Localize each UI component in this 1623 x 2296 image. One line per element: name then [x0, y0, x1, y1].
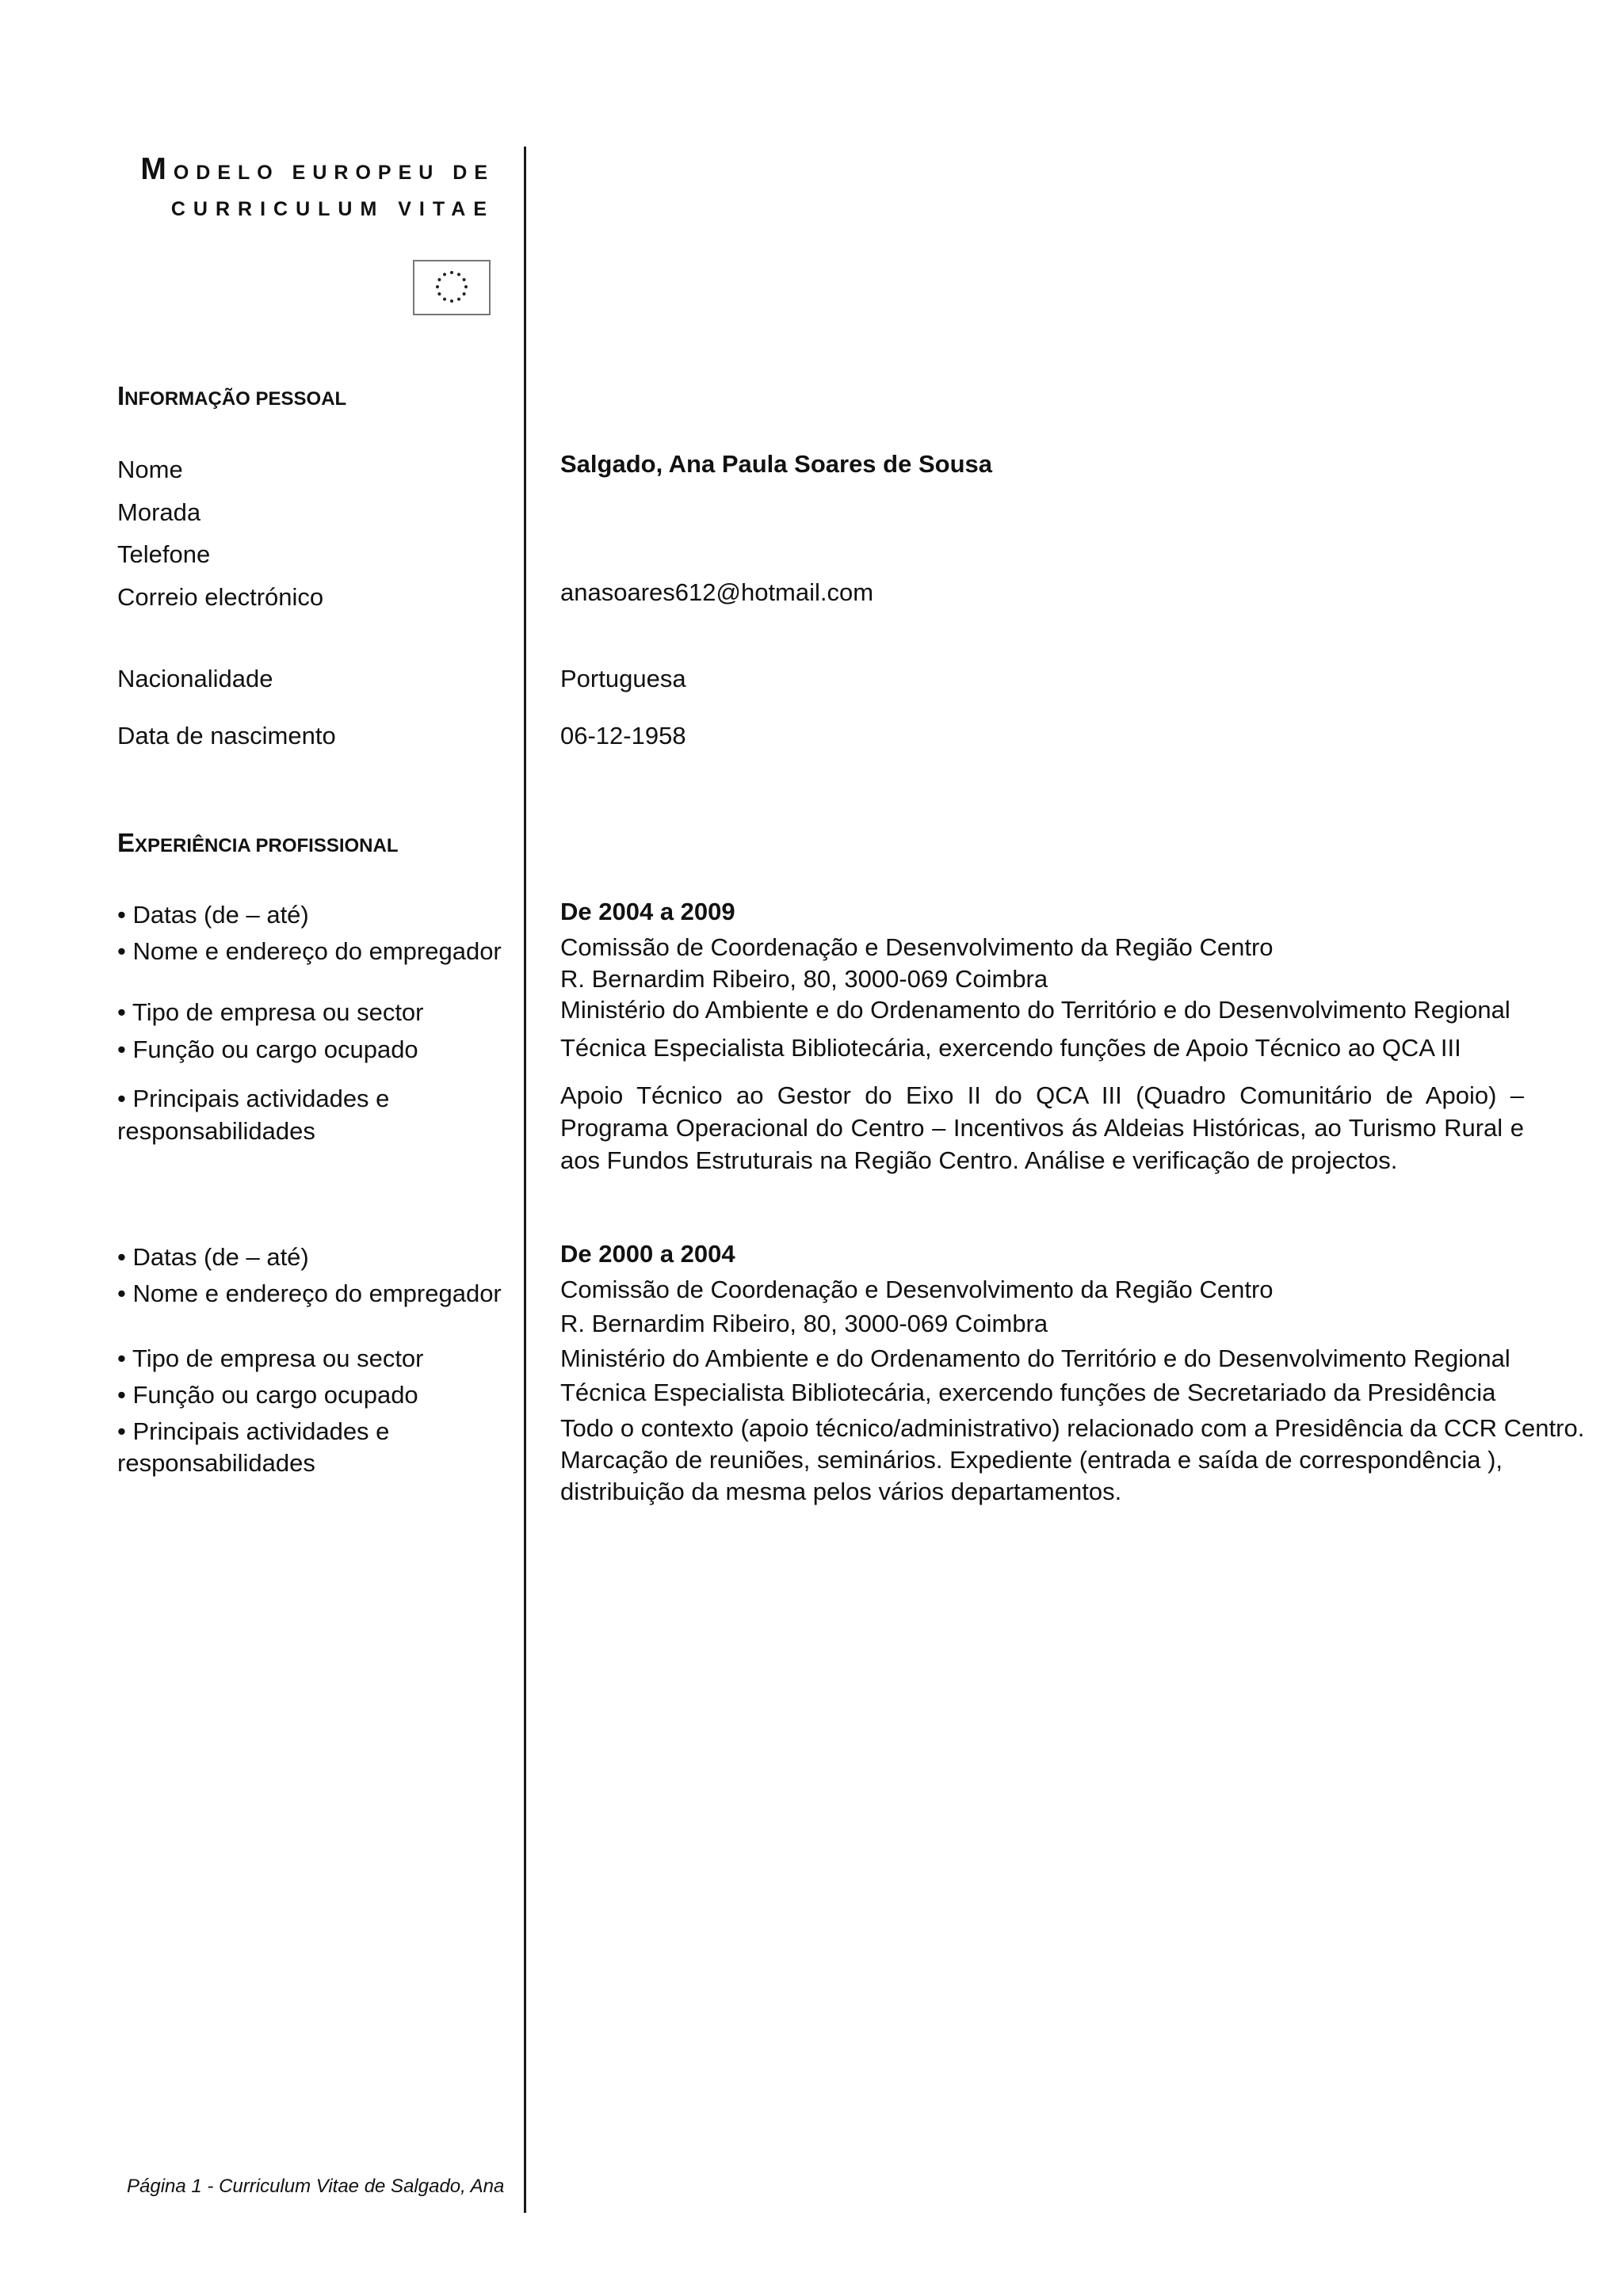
job2-activities-line3: distribuição da mesma pelos vários departamentos. — [560, 1478, 1122, 1505]
job1-label-activities-2: responsabilidades — [117, 1117, 315, 1145]
job1-dates: De 2004 a 2009 — [560, 898, 735, 925]
label-morada: Morada — [117, 498, 201, 526]
section-initial: I — [117, 381, 125, 410]
label-data-nascimento: Data de nascimento — [117, 722, 336, 749]
job2-label-role: • Função ou cargo ocupado — [117, 1381, 418, 1409]
title-initial: M — [140, 152, 174, 186]
job2-label-activities-2: responsabilidades — [117, 1449, 315, 1477]
label-email: Correio electrónico — [117, 583, 324, 611]
job1-type: Ministério do Ambiente e do Ordenamento do Território e do Desenvolvimento Regional — [560, 996, 1510, 1024]
section-initial: E — [117, 828, 136, 857]
section-rest: XPERIÊNCIA PROFISSIONAL — [135, 835, 399, 856]
job1-label-employer: • Nome e endereço do empregador — [117, 937, 502, 965]
job2-type: Ministério do Ambiente e do Ordenamento do Território e do Desenvolvimento Regional — [560, 1344, 1510, 1372]
job1-employer-name: Comissão de Coordenação e Desenvolvimento da Região Centro — [560, 933, 1274, 961]
cv-title-line2: CURRICULUM VITAE — [170, 198, 495, 220]
title-rest: ODELO EUROPEU DE — [173, 162, 495, 184]
value-nome: Salgado, Ana Paula Soares de Sousa — [560, 450, 992, 478]
value-data-nascimento: 06-12-1958 — [560, 722, 686, 749]
job2-activities-line1: Todo o contexto (apoio técnico/administrativo) relacionado com a Presidência da CCR Centro. — [560, 1414, 1585, 1442]
job1-label-role: • Função ou cargo ocupado — [117, 1035, 418, 1063]
value-nacionalidade: Portuguesa — [560, 665, 686, 692]
section-personal-info — [117, 381, 346, 411]
value-email[interactable]: anasoares612@hotmail.com — [560, 578, 874, 606]
column-divider — [524, 147, 526, 2213]
eu-stars-icon — [414, 261, 489, 314]
section-experience — [117, 828, 399, 858]
job1-role: Técnica Especialista Bibliotecária, exercendo funções de Apoio Técnico ao QCA III — [560, 1034, 1461, 1062]
job2-dates: De 2000 a 2004 — [560, 1240, 735, 1268]
job1-employer-address: R. Bernardim Ribeiro, 80, 3000-069 Coimbra — [560, 965, 1048, 993]
job2-label-activities: • Principais actividades e — [117, 1417, 390, 1445]
job2-activities-line2: Marcação de reuniões, seminários. Expediente (entrada e saída de correspondência ), — [560, 1446, 1503, 1474]
job1-label-type: • Tipo de empresa ou sector — [117, 998, 424, 1026]
eu-flag-icon — [413, 260, 491, 315]
job1-activities: Apoio Técnico ao Gestor do Eixo II do QCA III (Quadro Comunitário de Apoio) – Programa Operacional do Centro – Incentivos ás Aldeias Históricas, ao Turismo Rural e aos Fundos Estruturais na Região Centro. Análise e verificação de projectos. — [560, 1081, 1524, 1174]
cv-title-line1 — [140, 152, 495, 187]
job1-label-activities: • Principais actividades e — [117, 1085, 390, 1112]
job2-label-type: • Tipo de empresa ou sector — [117, 1344, 424, 1372]
page-footer: Página 1 - Curriculum Vitae de Salgado, Ana — [127, 2176, 505, 2197]
job2-employer-name: Comissão de Coordenação e Desenvolvimento da Região Centro — [560, 1276, 1274, 1303]
label-telefone: Telefone — [117, 540, 211, 568]
job2-label-dates: • Datas (de – até) — [117, 1243, 309, 1271]
section-rest: NFORMAÇÃO PESSOAL — [124, 388, 347, 410]
job1-label-dates: • Datas (de – até) — [117, 901, 309, 929]
job2-role: Técnica Especialista Bibliotecária, exercendo funções de Secretariado da Presidência — [560, 1379, 1496, 1406]
label-nome: Nome — [117, 456, 183, 483]
label-nacionalidade: Nacionalidade — [117, 665, 273, 692]
job2-employer-address: R. Bernardim Ribeiro, 80, 3000-069 Coimbra — [560, 1310, 1048, 1337]
job2-label-employer: • Nome e endereço do empregador — [117, 1280, 502, 1307]
